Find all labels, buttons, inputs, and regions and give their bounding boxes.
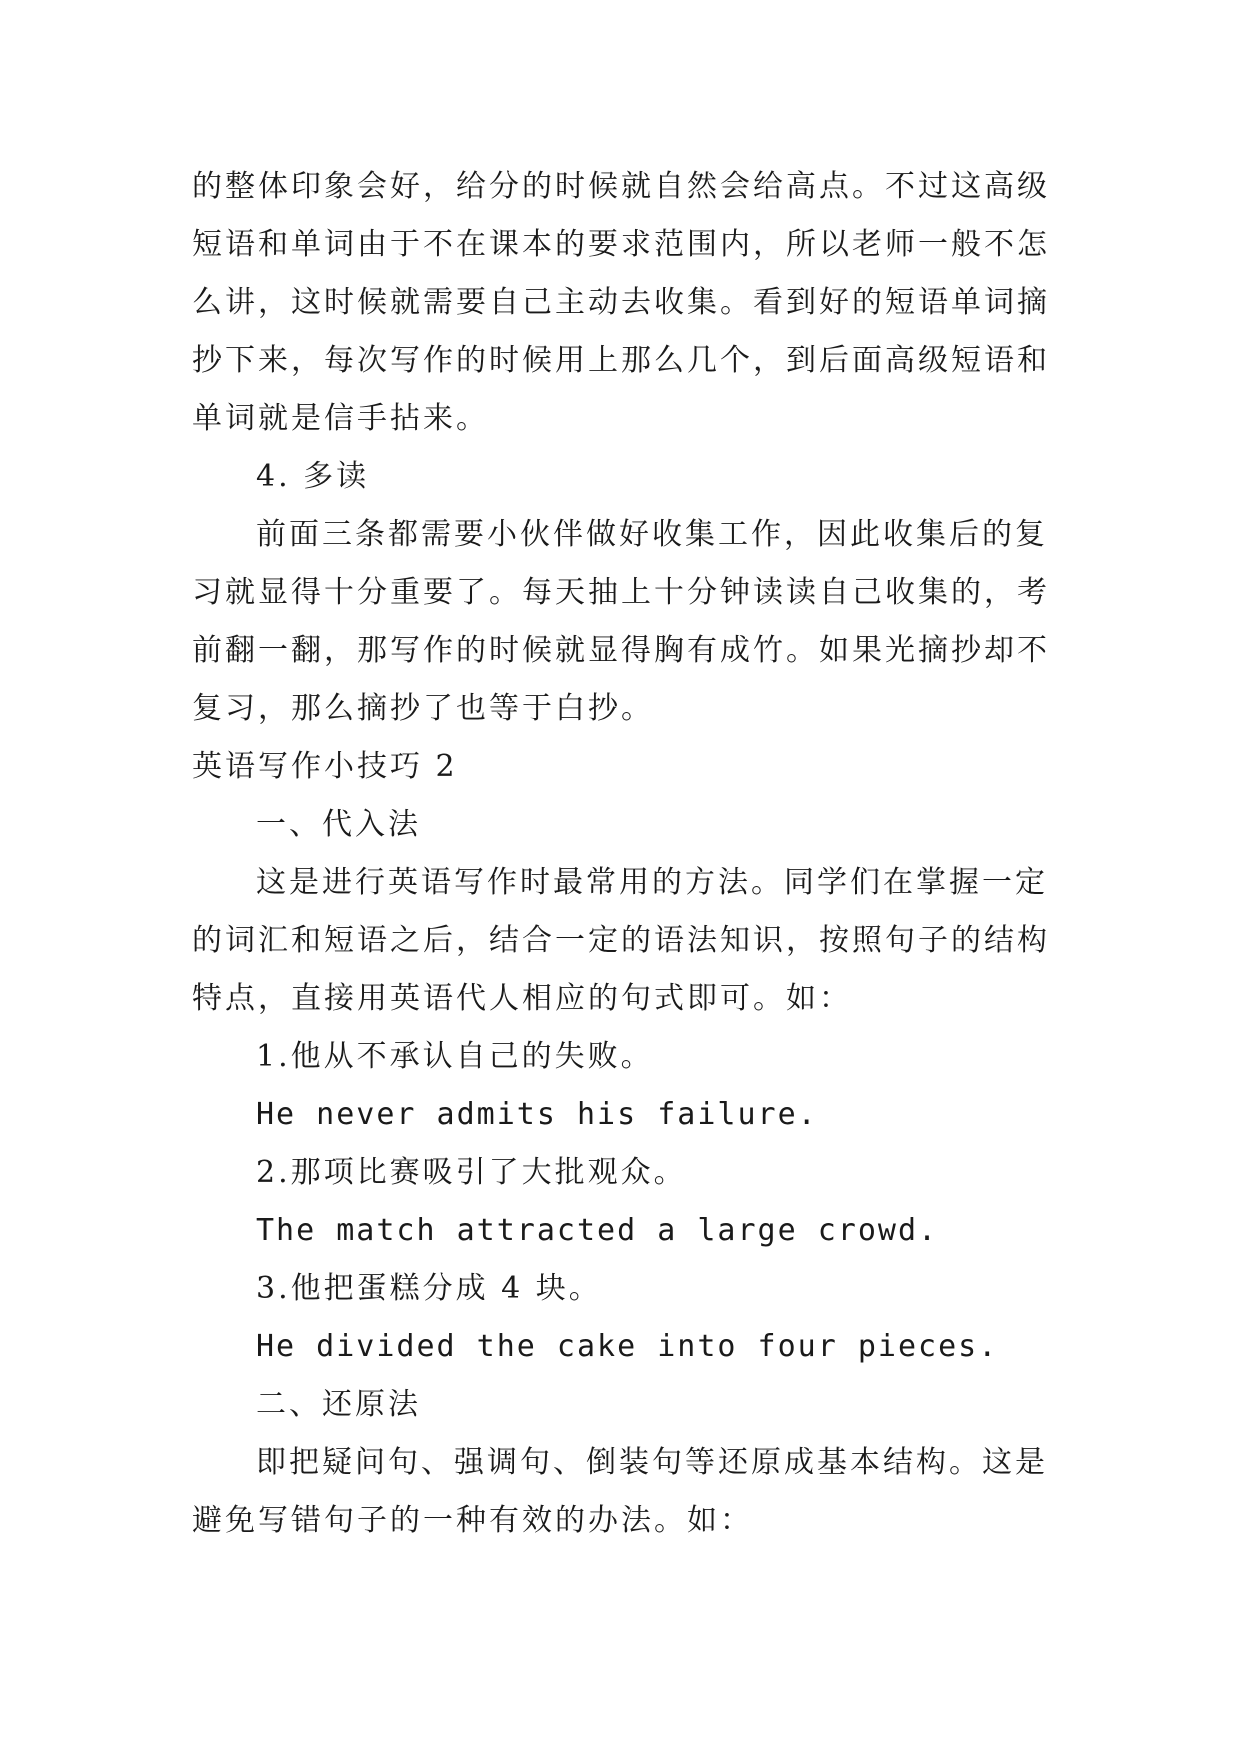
subheading-read-more: 4. 多读 (256, 459, 370, 494)
paragraph-line: 的词汇和短语之后，结合一定的语法知识，按照句子的结构 (192, 923, 1050, 958)
example-chinese: 1.他从不承认自己的失败。 (256, 1039, 654, 1074)
example-chinese: 3.他把蛋糕分成 4 块。 (256, 1271, 602, 1306)
paragraph-line: 么讲，这时候就需要自己主动去收集。看到好的短语单词摘 (192, 285, 1050, 320)
method-heading-restoration: 二、还原法 (256, 1387, 421, 1422)
paragraph-line: 复习，那么摘抄了也等于白抄。 (192, 691, 654, 726)
paragraph-line: 抄下来，每次写作的时候用上那么几个，到后面高级短语和 (192, 343, 1050, 378)
section-title: 英语写作小技巧 2 (192, 749, 458, 784)
example-english: He divided the cake into four pieces. (256, 1329, 999, 1364)
paragraph-line: 的整体印象会好，给分的时候就自然会给高点。不过这高级 (192, 169, 1050, 204)
paragraph-line: 单词就是信手拈来。 (192, 401, 489, 436)
paragraph-line: 避免写错句子的一种有效的办法。如： (192, 1503, 753, 1538)
paragraph-line: 短语和单词由于不在课本的要求范围内，所以老师一般不怎 (192, 227, 1050, 262)
document-body (192, 158, 1052, 1550)
paragraph-line: 前面三条都需要小伙伴做好收集工作，因此收集后的复 (256, 517, 1048, 552)
paragraph-line: 这是进行英语写作时最常用的方法。同学们在掌握一定 (256, 865, 1048, 900)
paragraph-line: 即把疑问句、强调句、倒装句等还原成基本结构。这是 (256, 1445, 1048, 1480)
paragraph-line: 特点，直接用英语代人相应的句式即可。如： (192, 981, 852, 1016)
example-english: He never admits his failure. (256, 1097, 818, 1132)
example-chinese: 2.那项比赛吸引了大批观众。 (256, 1155, 687, 1190)
paragraph-line: 前翻一翻，那写作的时候就显得胸有成竹。如果光摘抄却不 (192, 633, 1050, 668)
example-english: The match attracted a large crowd. (256, 1213, 939, 1248)
paragraph-line: 习就显得十分重要了。每天抽上十分钟读读自己收集的，考 (192, 575, 1050, 610)
method-heading-substitution: 一、代入法 (256, 807, 421, 842)
